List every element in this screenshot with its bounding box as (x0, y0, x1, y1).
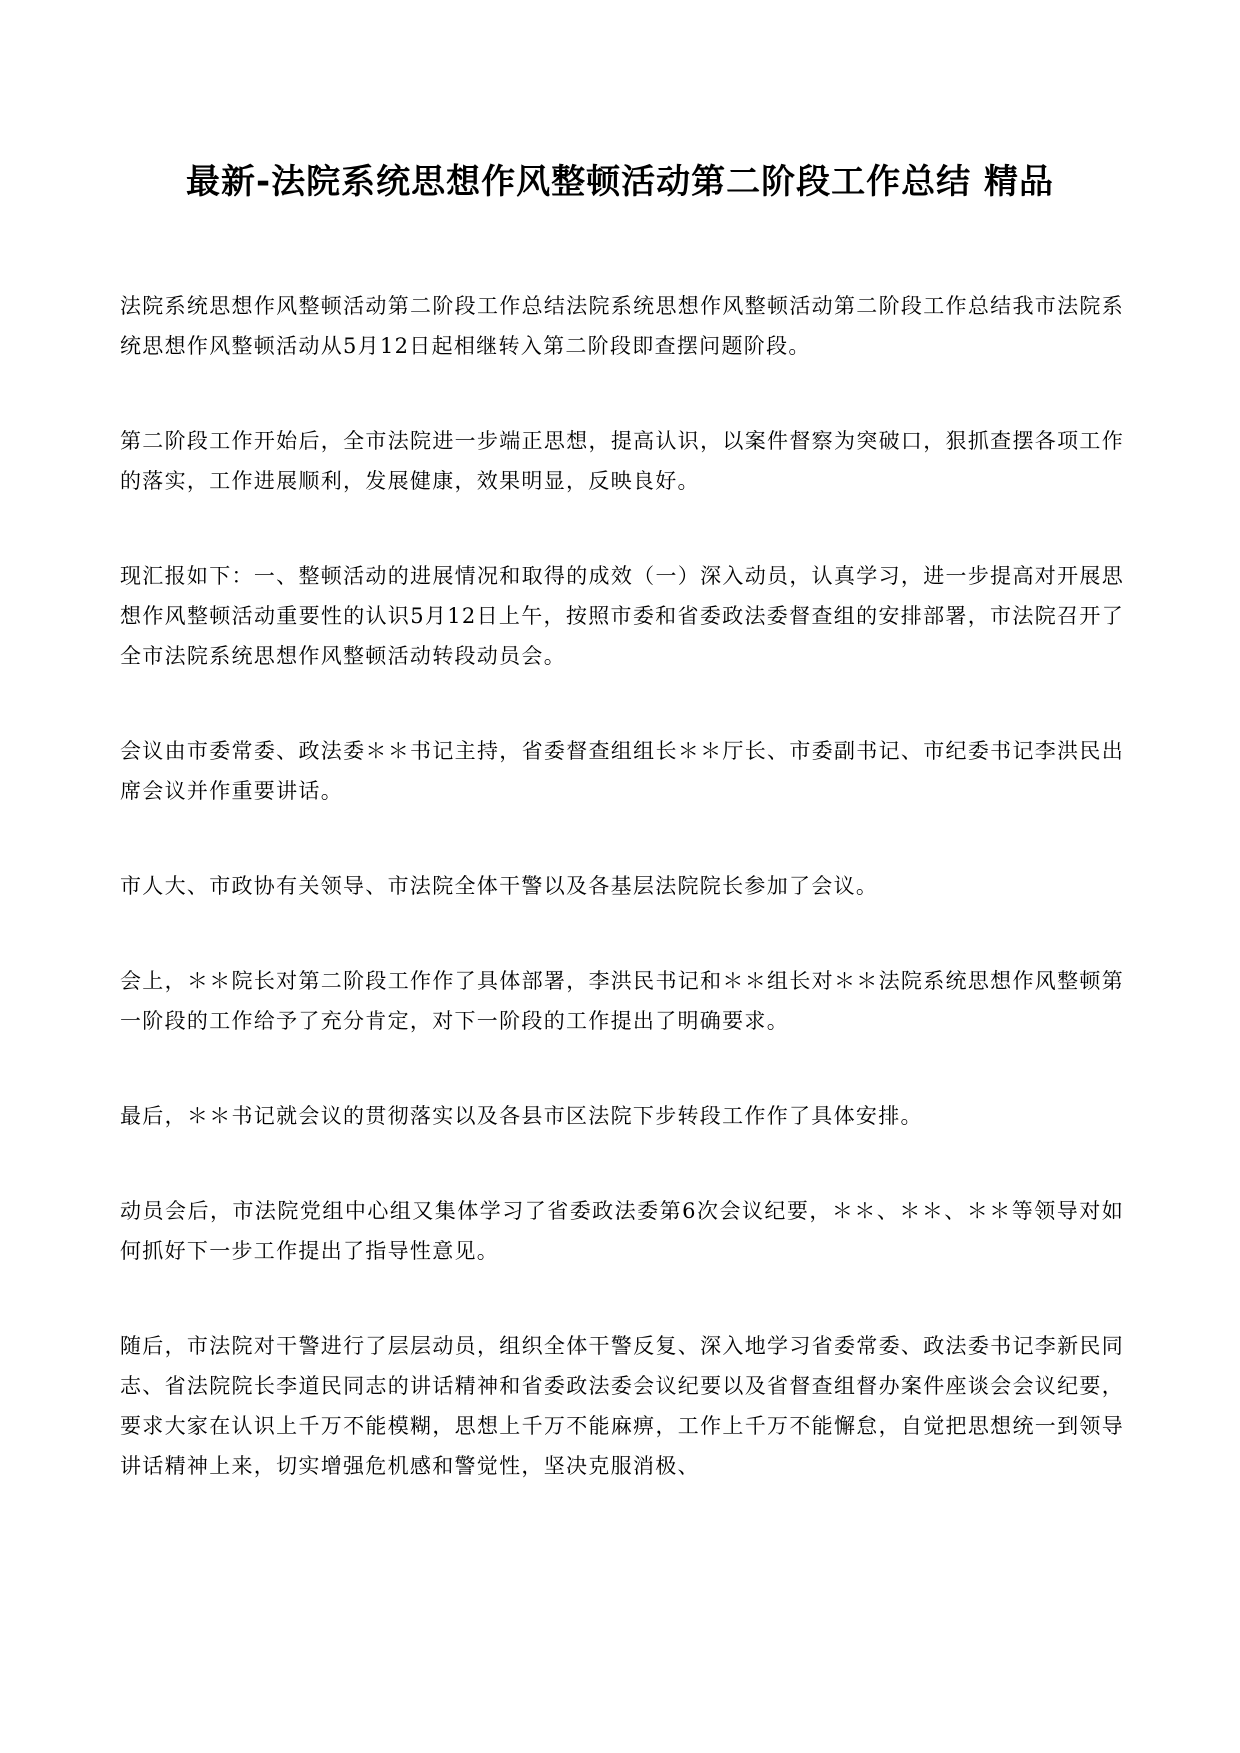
paragraph-1: 法院系统思想作风整顿活动第二阶段工作总结法院系统思想作风整顿活动第二阶段工作总结我市法院系统思想作风整顿活动从5月12日起相继转入第二阶段即查摆问题阶段。 (120, 294, 1124, 358)
paragraph-3: 现汇报如下：一、整顿活动的进展情况和取得的成效（一）深入动员，认真学习，进一步提高对开展思想作风整顿活动重要性的认识5月12日上午，按照市委和省委政法委督查组的安排部署，市法院召开了全市法院系统思想作风整顿活动转段动员会。 (120, 564, 1124, 668)
paragraph-4: 会议由市委常委、政法委＊＊书记主持，省委督查组组长＊＊厅长、市委副书记、市纪委书记李洪民出席会议并作重要讲话。 (120, 739, 1124, 803)
paragraph-9: 随后，市法院对干警进行了层层动员，组织全体干警反复、深入地学习省委常委、政法委书记李新民同志、省法院院长李道民同志的讲话精神和省委政法委会议纪要以及省督查组督办案件座谈会会议纪要，要求大家在认识上千万不能模糊，思想上千万不能麻痹，工作上千万不能懈怠，自觉把思想统一到领导讲话精神上来，切实增强危机感和警觉性，坚决克服消极、 (120, 1334, 1124, 1478)
paragraph-7: 最后，＊＊书记就会议的贯彻落实以及各县市区法院下步转段工作作了具体安排。 (120, 1104, 923, 1128)
document-body (120, 286, 1124, 1541)
paragraph-8: 动员会后，市法院党组中心组又集体学习了省委政法委第6次会议纪要，＊＊、＊＊、＊＊等领导对如何抓好下一步工作提出了指导性意见。 (120, 1199, 1124, 1263)
document-title: 最新-法院系统思想作风整顿活动第二阶段工作总结 精品 (186, 162, 1054, 202)
paragraph-5: 市人大、市政协有关领导、市法院全体干警以及各基层法院院长参加了会议。 (120, 874, 879, 898)
paragraph-2: 第二阶段工作开始后，全市法院进一步端正思想，提高认识，以案件督察为突破口，狠抓查摆各项工作的落实，工作进展顺利，发展健康，效果明显，反映良好。 (120, 429, 1124, 493)
paragraph-6: 会上，＊＊院长对第二阶段工作作了具体部署，李洪民书记和＊＊组长对＊＊法院系统思想作风整顿第一阶段的工作给予了充分肯定，对下一阶段的工作提出了明确要求。 (120, 969, 1124, 1033)
